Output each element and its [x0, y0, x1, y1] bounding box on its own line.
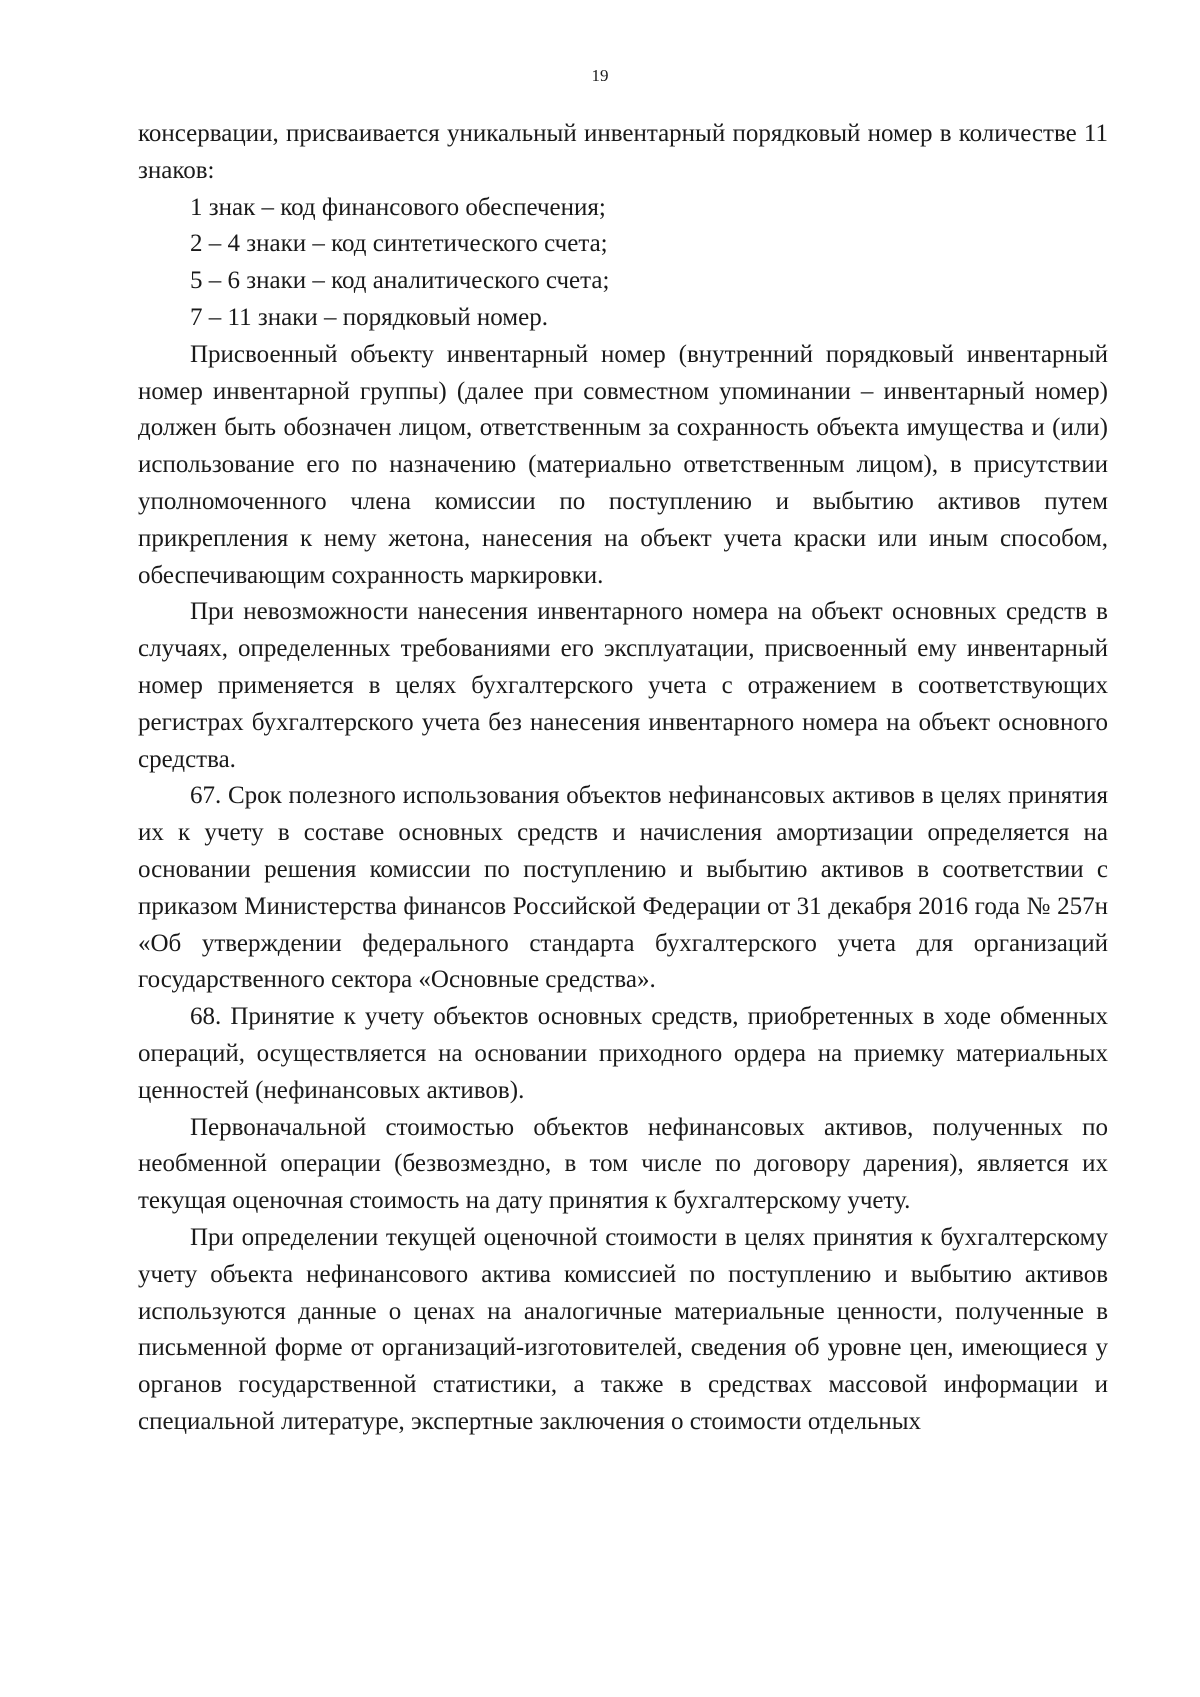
paragraph-marking-impossible: При невозможности нанесения инвентарного номера на объект основных средств в случаях, определенных требованиями его эксплуатации, присвоенный ему инвентарный номер применяется в целях бухгалтерского учета с отражением в соответствующих регистрах бухгалтерского учета без нанесения инвентарного номера на объект основного средства. — [138, 598, 1108, 773]
list-item-signs-2-4: 2 – 4 знаки – код синтетического счета; — [190, 230, 608, 258]
paragraph-continuation: консервации, присваивается уникальный инвентарный порядковый номер в количестве 11 знаков: — [138, 120, 1108, 184]
paragraph-inventory-number: Присвоенный объекту инвентарный номер (внутренний порядковый инвентарный номер инвентарной группы) (далее при совместном упоминании – инвентарный номер) должен быть обозначен лицом, ответственным за сохранность объекта имущества и (или) использование его по назначению (материально ответственным лицом), в присутствии уполномоченного члена комиссии по поступлению и выбытию активов путем прикрепления к нему жетона, нанесения на объект учета краски или иным способом, обеспечивающим сохранность маркировки. — [138, 340, 1108, 589]
list-item-signs-7-11: 7 – 11 знаки – порядковый номер. — [190, 303, 548, 331]
paragraph-clause-68: 68. Принятие к учету объектов основных средств, приобретенных в ходе обменных операций, осуществляется на основании приходного ордера на приемку материальных ценностей (нефинансовых активов). — [138, 1003, 1108, 1104]
paragraph-current-estimated-cost: При определении текущей оценочной стоимости в целях принятия к бухгалтерскому учету объекта нефинансового актива комиссией по поступлению и выбытию активов используются данные о ценах на аналогичные материальные ценности, полученные в письменной форме от организаций-изготовителей, сведения об уровне цен, имеющиеся у органов государственной статистики, а также в средствах массовой информации и специальной литературе, экспертные заключения о стоимости отдельных — [138, 1223, 1108, 1435]
paragraph-initial-cost: Первоначальной стоимостью объектов нефинансовых активов, полученных по необменной операции (безвозмездно, в том числе по договору дарения), является их текущая оценочная стоимость на дату принятия к бухгалтерскому учету. — [138, 1113, 1108, 1215]
paragraph-clause-67: 67. Срок полезного использования объектов нефинансовых активов в целях принятия их к учету в составе основных средств и начисления амортизации определяется на основании решения комиссии по поступлению и выбытию активов в соответствии с приказом Министерства финансов Российской Федерации от 31 декабря 2016 года № 257н «Об утверждении федерального стандарта бухгалтерского учета для организаций государственного сектора «Основные средства». — [138, 782, 1108, 994]
list-item-signs-5-6: 5 – 6 знаки – код аналитического счета; — [190, 267, 610, 295]
list-item-sign-1: 1 знак – код финансового обеспечения; — [190, 193, 606, 221]
document-body — [138, 116, 1108, 1441]
page-number: 19 — [591, 66, 609, 85]
